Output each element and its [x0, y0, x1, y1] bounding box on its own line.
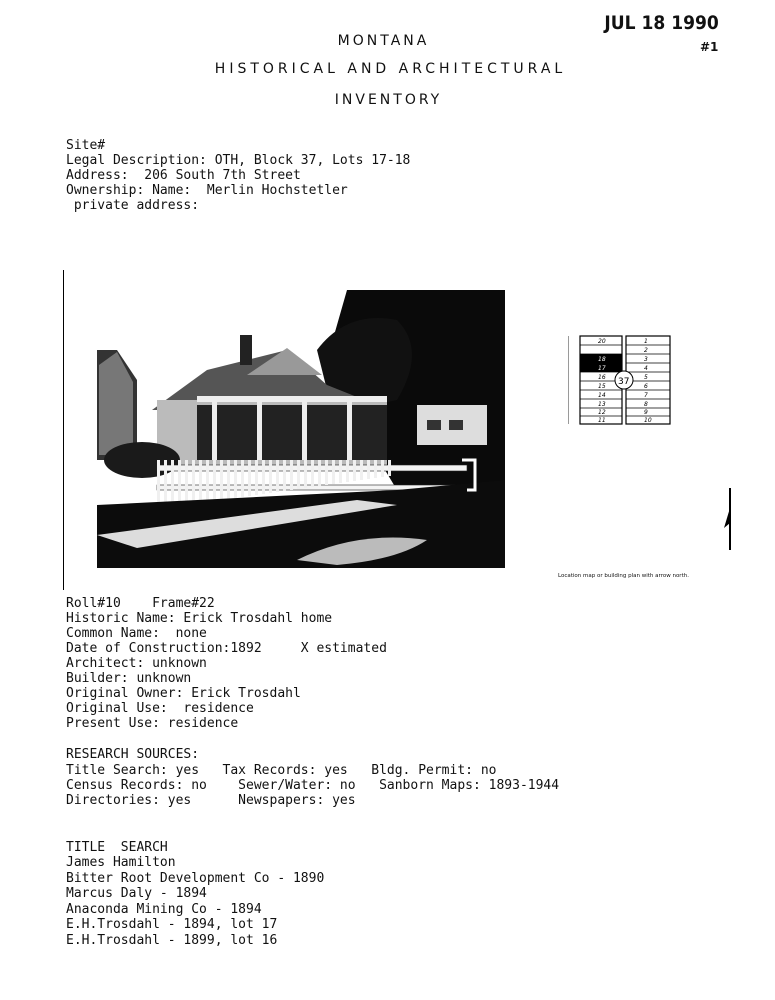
legal-description: Legal Description: OTH, Block 37, Lots 17-18	[66, 153, 411, 168]
svg-text:10: 10	[644, 417, 652, 424]
address: Address: 206 South 7th Street	[66, 168, 301, 183]
svg-text:20: 20	[598, 338, 606, 345]
title-entry: James Hamilton	[66, 855, 176, 870]
page-number: #1	[700, 40, 719, 54]
ownership: Ownership: Name: Merlin Hochstetler	[66, 183, 348, 198]
svg-text:8: 8	[644, 401, 648, 408]
date-stamp: JUL 18 1990	[604, 12, 719, 34]
svg-text:1: 1	[644, 338, 648, 345]
architect: Architect: unknown	[66, 656, 207, 671]
svg-text:13: 13	[598, 401, 606, 408]
svg-text:12: 12	[598, 409, 606, 416]
historic-name: Historic Name: Erick Trosdahl home	[66, 611, 333, 626]
title-entry: Marcus Daly - 1894	[66, 886, 207, 901]
svg-text:16: 16	[598, 374, 606, 381]
block-number: 37	[618, 377, 630, 387]
research-heading: RESEARCH SOURCES:	[66, 747, 200, 762]
svg-text:15: 15	[598, 383, 606, 390]
title-entry: Bitter Root Development Co - 1890	[66, 871, 325, 886]
left-border-rule	[63, 270, 64, 590]
svg-text:14: 14	[598, 392, 606, 399]
title-entry: Anaconda Mining Co - 1894	[66, 902, 262, 917]
header-historical: HISTORICAL AND ARCHITECTURAL	[214, 61, 567, 77]
location-map	[568, 334, 678, 430]
date-of-construction: Date of Construction:1892 X estimated	[66, 641, 387, 656]
original-owner: Original Owner: Erick Trosdahl	[66, 686, 301, 701]
site-label: Site#	[66, 138, 106, 153]
present-use: Present Use: residence	[66, 716, 239, 731]
builder: Builder: unknown	[66, 671, 192, 686]
svg-text:19: 19	[598, 347, 606, 354]
svg-text:7: 7	[644, 392, 648, 399]
map-caption: Location map or building plan with arrow north.	[558, 573, 689, 579]
svg-text:18: 18	[598, 356, 606, 363]
header-inventory: INVENTORY	[334, 92, 443, 108]
original-use: Original Use: residence	[66, 701, 254, 716]
common-name: Common Name: none	[66, 626, 207, 641]
svg-text:4: 4	[644, 365, 648, 372]
svg-text:11: 11	[598, 417, 606, 424]
svg-text:3: 3	[644, 356, 648, 363]
svg-text:6: 6	[644, 383, 648, 390]
private-address: private address:	[66, 198, 200, 213]
svg-text:9: 9	[644, 409, 648, 416]
research-row-1: Title Search: yes Tax Records: yes Bldg. Permit: no	[66, 763, 497, 778]
title-entry: E.H.Trosdahl - 1899, lot 16	[66, 933, 278, 948]
research-row-3: Directories: yes Newspapers: yes	[66, 793, 356, 808]
svg-text:17: 17	[598, 365, 606, 372]
title-entry: E.H.Trosdahl - 1894, lot 17	[66, 917, 278, 932]
title-search-heading: TITLE SEARCH	[66, 840, 168, 855]
research-row-2: Census Records: no Sewer/Water: no Sanborn Maps: 1893-1944	[66, 778, 560, 793]
house-photograph	[97, 290, 505, 568]
roll-frame: Roll#10 Frame#22	[66, 596, 215, 611]
north-arrow-icon	[722, 488, 736, 553]
svg-text:5: 5	[644, 374, 648, 381]
svg-text:2: 2	[644, 347, 648, 354]
header-montana: MONTANA	[337, 33, 430, 49]
